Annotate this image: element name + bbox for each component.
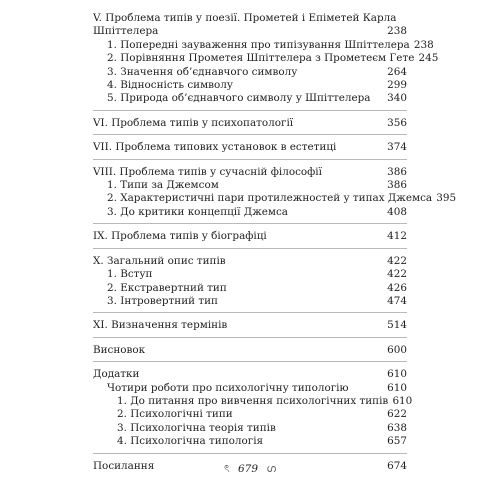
toc-entry-title: 3. До критики концепції Джемса bbox=[107, 205, 289, 218]
toc-entry[interactable] bbox=[93, 422, 407, 435]
toc-entry[interactable] bbox=[93, 25, 407, 38]
section-divider bbox=[93, 453, 407, 454]
toc-entry-page: 514 bbox=[387, 319, 407, 332]
toc-entry[interactable] bbox=[93, 268, 407, 281]
toc-entry-title: XI. Визначення термінів bbox=[93, 319, 228, 332]
toc-entry-title: Посилання bbox=[93, 459, 155, 472]
toc-entry-title: 1. Вступ bbox=[107, 268, 153, 281]
toc-entry-page: 408 bbox=[387, 205, 407, 218]
toc-entry[interactable] bbox=[93, 166, 407, 179]
toc-entry-title: 1. До питання про вивчення психологічних типів bbox=[117, 394, 389, 407]
toc-entry-title: Шпіттелера bbox=[93, 25, 159, 38]
toc-entry-title: 3. Значення об’єднавчого символу bbox=[107, 65, 298, 78]
table-of-contents bbox=[93, 12, 457, 473]
section-divider bbox=[93, 134, 407, 135]
toc-entry-title: VI. Проблема типів у психопатології bbox=[93, 116, 294, 129]
toc-entry-page: 412 bbox=[387, 230, 407, 243]
toc-entry-page: 299 bbox=[387, 79, 407, 92]
page-footer bbox=[0, 459, 500, 479]
toc-entry[interactable] bbox=[93, 344, 407, 357]
toc-section bbox=[93, 344, 407, 357]
toc-entry-title: VII. Проблема типових установок в естетиці bbox=[93, 141, 337, 154]
toc-entry[interactable] bbox=[93, 394, 413, 408]
toc-entry-title: 4. Психологічна типологія bbox=[117, 435, 264, 448]
toc-entry[interactable] bbox=[93, 206, 407, 219]
toc-entry-page: 238 bbox=[387, 25, 407, 38]
section-divider bbox=[93, 312, 407, 313]
toc-entry-page: 600 bbox=[387, 343, 407, 356]
toc-entry-title: Висновок bbox=[93, 343, 146, 356]
toc-section bbox=[93, 368, 413, 448]
section-divider bbox=[93, 361, 407, 362]
toc-entry-page: 422 bbox=[387, 254, 407, 267]
toc-entry-page: 340 bbox=[387, 92, 407, 105]
section-divider bbox=[93, 337, 407, 338]
toc-section bbox=[93, 12, 439, 106]
toc-entry-title: 2. Характеристичні пари протилежностей у типах Джемса bbox=[107, 192, 433, 205]
toc-entry-title: X. Загальний опис типів bbox=[93, 254, 226, 267]
toc-entry[interactable] bbox=[93, 66, 407, 79]
toc-entry[interactable] bbox=[93, 117, 407, 130]
toc-entry[interactable] bbox=[93, 52, 439, 65]
toc-section bbox=[93, 117, 407, 130]
toc-entry[interactable] bbox=[93, 179, 407, 192]
toc-entry-title: 2. Екстравертний тип bbox=[107, 281, 227, 294]
toc-section bbox=[93, 165, 457, 220]
toc-section bbox=[93, 230, 407, 243]
toc-entry-title: V. Проблема типів у поезії. Прометей і Епіметей Карла bbox=[93, 12, 397, 24]
toc-entry-page: 638 bbox=[387, 421, 407, 434]
toc-entry[interactable] bbox=[93, 141, 407, 154]
toc-entry[interactable] bbox=[93, 79, 407, 92]
toc-entry-title: 2. Психологічні типи bbox=[117, 408, 233, 421]
toc-entry-title: Додатки bbox=[93, 368, 140, 381]
toc-entry-page: 386 bbox=[387, 165, 407, 178]
toc-entry-page: 374 bbox=[387, 141, 407, 154]
toc-entry-page: 356 bbox=[387, 116, 407, 129]
toc-section bbox=[93, 255, 407, 309]
section-divider bbox=[93, 223, 407, 224]
toc-entry-page: 238 bbox=[413, 38, 434, 51]
toc-entry-title: IX. Проблема типів у біографіці bbox=[93, 230, 267, 243]
toc-entry[interactable] bbox=[93, 408, 407, 421]
toc-entry-page: 610 bbox=[387, 368, 407, 381]
section-divider bbox=[93, 248, 407, 249]
ornament-left-icon: ৎ bbox=[224, 463, 230, 475]
section-divider bbox=[93, 159, 407, 160]
toc-entry-title: 3. Психологічна теорія типів bbox=[117, 421, 276, 434]
toc-entry-page: 657 bbox=[387, 435, 407, 448]
toc-entry-page: 245 bbox=[418, 52, 439, 65]
toc-entry[interactable] bbox=[93, 92, 407, 105]
toc-entry[interactable] bbox=[93, 319, 407, 332]
toc-entry-page: 422 bbox=[387, 268, 407, 281]
toc-entry-title: Чотири роботи про психологічну типологію bbox=[107, 381, 349, 394]
toc-entry[interactable] bbox=[93, 230, 407, 243]
toc-entry-title: 1. Попередні зауваження про типізування Шпіттелера bbox=[107, 38, 410, 51]
section-divider bbox=[93, 110, 407, 111]
toc-entry[interactable] bbox=[93, 382, 407, 395]
toc-entry[interactable] bbox=[93, 435, 407, 448]
toc-entry[interactable] bbox=[93, 295, 407, 308]
toc-entry-page: 674 bbox=[387, 459, 407, 472]
toc-section bbox=[93, 319, 407, 332]
toc-entry[interactable] bbox=[93, 38, 434, 52]
toc-entry-title: 3. Інтровертний тип bbox=[107, 294, 218, 307]
toc-entry-page: 386 bbox=[387, 179, 407, 192]
toc-entry-title: 5. Природа об’єднавчого символу у Шпіттелера bbox=[107, 92, 371, 105]
toc-entry-page: 395 bbox=[436, 192, 457, 205]
toc-entry-title: 1. Типи за Джемсом bbox=[107, 179, 219, 192]
toc-entry-page: 622 bbox=[387, 408, 407, 421]
toc-entry[interactable] bbox=[93, 192, 457, 205]
toc-entry-page: 474 bbox=[387, 294, 407, 307]
toc-entry-title: 4. Відносність символу bbox=[107, 79, 233, 92]
toc-entry-title: 2. Порівняння Прометея Шпіттелера з Прометеєм Гете bbox=[107, 52, 415, 65]
toc-section bbox=[93, 141, 407, 154]
toc-entry-page: 610 bbox=[392, 394, 413, 407]
toc-entry[interactable] bbox=[93, 282, 407, 295]
toc-entry[interactable] bbox=[93, 368, 407, 381]
page-number: 679 bbox=[238, 463, 259, 475]
toc-entry-page: 610 bbox=[387, 381, 407, 394]
ornament-right-icon: ഗ bbox=[266, 463, 276, 475]
toc-entry-page: 426 bbox=[387, 281, 407, 294]
toc-entry-page: 264 bbox=[387, 65, 407, 78]
toc-entry-title: VIII. Проблема типів у сучасній філософії bbox=[93, 165, 322, 178]
toc-entry[interactable] bbox=[93, 12, 407, 25]
toc-entry[interactable] bbox=[93, 255, 407, 268]
